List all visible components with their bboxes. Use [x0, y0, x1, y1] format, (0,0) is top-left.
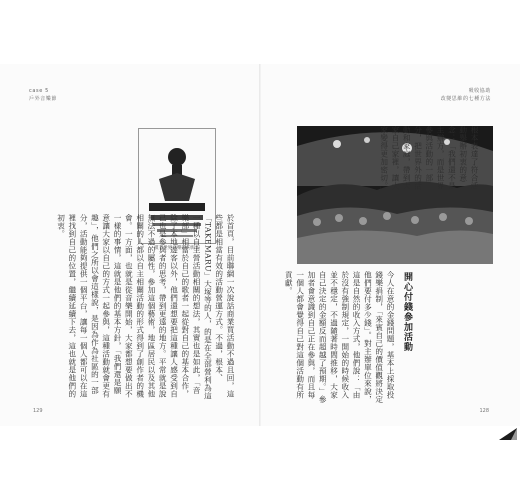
- page-turn-icon[interactable]: [497, 426, 519, 442]
- right-intro-text: 根本表達了符合活動舉辦初衷的意念：「我們還不是主辦方，而是世界參與活動的一部分，把世界外的活動和家庭，帶到大家自己家裡，讓大家變得更加密切。」: [379, 126, 479, 195]
- right-body-text: 今人在意的金錢問題，基本上採取投錢樂捐制，「來賓自己的價值觀將決定他們要付多少錢」。對主辦單位來說，這是自然的收入方式，他們說：「由於沒有強制規定，一開始的時候收入並不穩定，不過隨著時間推移，大家自己決定的金額反而超越了預期。」參加者會意識到自己正在參與，而且每一個人都會覺得自己對這個活動有所貢獻。: [284, 271, 395, 404]
- case-number: case 5: [29, 88, 49, 94]
- poster-caption: 模下世界音樂節的海報: [154, 246, 200, 251]
- book-gutter: [259, 64, 261, 426]
- section-subheading: 開心付錢參加活動: [402, 272, 412, 352]
- page-number-left: 129: [33, 408, 43, 414]
- page-number-right: 128: [479, 408, 489, 414]
- left-body-text: 於首頁，目前聯網一次說話商業買活動不過且回，這些都是相當有效的活動營運方式。不過，根本、「TAKEMARU」大塚等的人，的是在全部營利為這一種以自主營活動相關的想法，其實也是如此，「音樂部」相當於自己的歌者一起從對自己的基本合作，除了本地遊客以外，他們還想要把這種讓人感受到自己也是參與者的思考，帶到更遠的地方。平常就是說無法不過的屬性，參加這個藝術，地區居民以及其他相關的人都以自主相關活動的形式得到了創作者的機會。一方面，也就是從音樂開始，大家都想要做出不一樣的事情，這就是他們的基本方針，「我們還是願意讓大家以自己的方式一起參與，這種活動就會更有趣」，他們之所以會這樣說，是因為作為社區的一部分，活動能夠提供一個平台，讓每一個人都可以在這裡找到自己的位置，繼續延續下去，這也就是他們的初衷。: [56, 214, 235, 400]
- section-label: 吸收協助: [468, 88, 491, 94]
- left-running-header: [29, 87, 57, 103]
- case-title: 戶外音樂節: [29, 96, 58, 102]
- right-running-header: [441, 87, 491, 103]
- section-subtitle: 改變思維的七種方法: [440, 96, 491, 102]
